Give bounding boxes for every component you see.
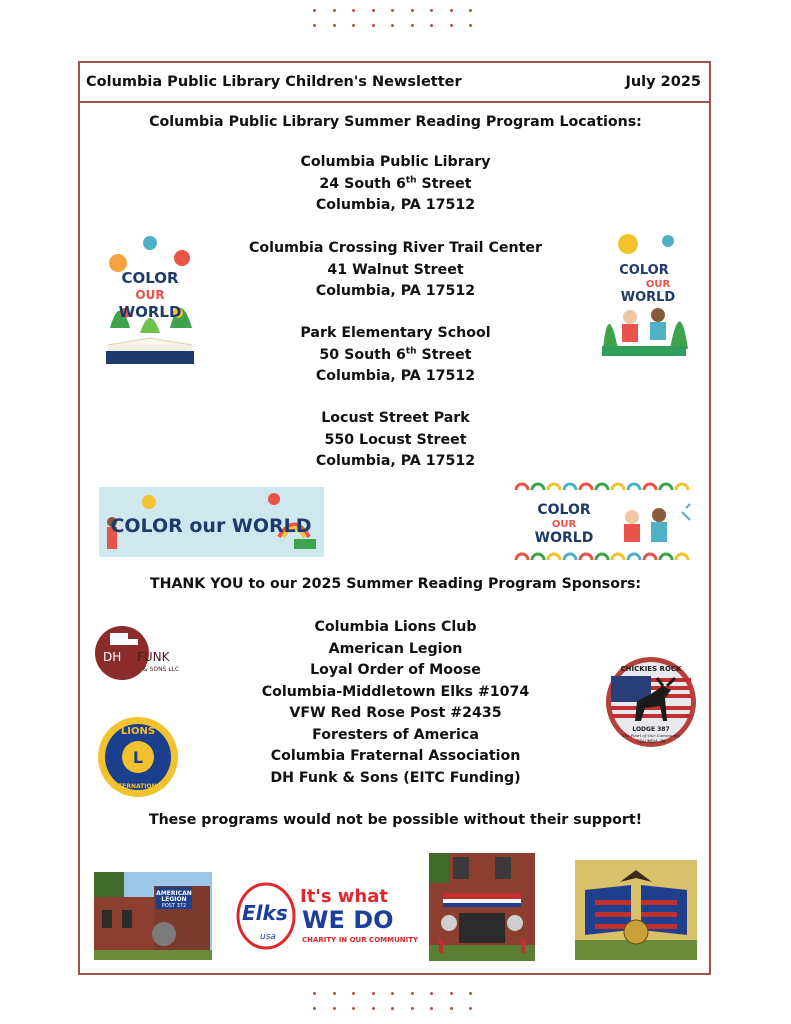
location-name: Columbia Crossing River Trail Center (248, 240, 543, 256)
svg-text:LIONS: LIONS (120, 726, 156, 737)
location-street: 550 Locust Street (324, 431, 467, 448)
top-dot-divider (313, 9, 479, 27)
location-1 (0, 152, 791, 217)
location-name: Locust Street Park (321, 410, 470, 426)
decorative-dot (333, 9, 336, 12)
sponsor-item: Columbia Lions Club (314, 619, 477, 635)
svg-text:POST 372: POST 372 (161, 903, 187, 909)
newsletter-date: July 2025 (625, 74, 701, 90)
decorative-dot (450, 992, 453, 995)
decorative-dot (450, 1007, 453, 1010)
decorative-dot (313, 9, 316, 12)
decorative-dot (333, 992, 336, 995)
svg-text:WORLD: WORLD (620, 290, 676, 305)
decorative-dot (313, 1007, 316, 1010)
decorative-dot (469, 9, 472, 12)
svg-text:OUR: OUR (135, 288, 165, 302)
decorative-dot (352, 9, 355, 12)
vfw-post-photo (429, 853, 535, 961)
sponsor-item: Foresters of America (312, 726, 479, 743)
sponsor-item: DH Funk & Sons (EITC Funding) (270, 769, 521, 786)
decorative-dot (372, 1007, 375, 1010)
header-divider (80, 101, 709, 103)
decorative-dot (391, 992, 394, 995)
decorative-dot (352, 24, 355, 27)
color-our-world-book-illustration (100, 233, 200, 368)
location-city: Columbia, PA 17512 (315, 453, 476, 469)
american-legion-photo (94, 872, 212, 960)
decorative-dot (391, 9, 394, 12)
decorative-dot (430, 9, 433, 12)
svg-text:AMERICAN: AMERICAN (156, 890, 192, 897)
sponsor-item: Columbia-Middletown Elks #1074 (261, 683, 530, 700)
color-our-world-banner-right (514, 482, 698, 562)
sponsors-heading: THANK YOU to our 2025 Summer Reading Program Sponsors: (149, 576, 642, 592)
decorative-dot (450, 9, 453, 12)
decorative-dot (372, 24, 375, 27)
svg-text:Elks: Elks (242, 901, 288, 925)
location-4 (0, 408, 791, 473)
decorative-dot (352, 992, 355, 995)
color-our-world-kids-illustration (598, 229, 690, 359)
svg-text:COLOR: COLOR (121, 269, 179, 287)
location-name: Columbia Public Library (300, 154, 491, 170)
svg-text:usa: usa (260, 932, 276, 942)
svg-text:CHARITY IN OUR COMMUNITY: CHARITY IN OUR COMMUNITY (302, 936, 419, 944)
decorative-dot (372, 992, 375, 995)
svg-text:COLOR our WORLD: COLOR our WORLD (110, 515, 312, 537)
svg-text:It's what: It's what (300, 886, 388, 907)
sponsor-item: American Legion (328, 640, 463, 657)
moose-lodge-logo (605, 656, 697, 748)
location-city: Columbia, PA 17512 (315, 197, 476, 213)
dh-funk-logo (95, 625, 193, 681)
location-street: 50 South 6th Street (319, 345, 472, 363)
decorative-dot (352, 1007, 355, 1010)
decorative-dot (411, 9, 414, 12)
sponsor-item: Loyal Order of Moose (310, 662, 481, 678)
svg-text:LODGE 387: LODGE 387 (632, 726, 670, 733)
svg-text:The Pearl of Our Community: The Pearl of Our Community (621, 733, 681, 738)
svg-text:WE DO: WE DO (302, 906, 394, 934)
decorative-dot (450, 24, 453, 27)
decorative-dot (313, 992, 316, 995)
decorative-dot (430, 992, 433, 995)
bottom-dot-divider (313, 992, 479, 1010)
decorative-dot (333, 1007, 336, 1010)
decorative-dot (372, 9, 375, 12)
location-city: Columbia, PA 17512 (315, 368, 476, 384)
decorative-dot (333, 24, 336, 27)
decorative-dot (469, 24, 472, 27)
decorative-dot (313, 24, 316, 27)
svg-text:OUR: OUR (645, 279, 671, 290)
location-city: Columbia, PA 17512 (315, 283, 476, 299)
sponsors-closing: These programs would not be possible without their support! (148, 812, 643, 828)
color-our-world-banner-left (99, 487, 324, 557)
decorative-dot (430, 1007, 433, 1010)
decorative-dot (469, 992, 472, 995)
location-name: Park Elementary School (300, 325, 491, 341)
decorative-dot (430, 24, 433, 27)
location-street: 41 Walnut Street (327, 261, 464, 278)
svg-text:COLOR: COLOR (537, 502, 591, 518)
elks-logo (236, 876, 419, 951)
svg-text:WORLD: WORLD (534, 530, 594, 546)
svg-text:CHICKIES ROCK: CHICKIES ROCK (620, 665, 682, 673)
svg-text:WORLD: WORLD (118, 303, 182, 321)
decorative-dot (391, 24, 394, 27)
svg-text:DH: DH (103, 650, 122, 664)
newsletter-title: Columbia Public Library Children's Newsletter (86, 74, 462, 90)
svg-text:INTERNATIONAL: INTERNATIONAL (110, 783, 166, 790)
decorative-dot (469, 1007, 472, 1010)
svg-text:& SONS LLC: & SONS LLC (143, 666, 180, 673)
decorative-dot (391, 1007, 394, 1010)
svg-text:OUR: OUR (551, 519, 577, 530)
sponsor-item: VFW Red Rose Post #2435 (289, 705, 502, 721)
svg-text:COLOR: COLOR (619, 263, 669, 278)
foresters-emblem-image (575, 860, 697, 960)
location-street: 24 South 6th Street (319, 174, 472, 192)
decorative-dot (411, 1007, 414, 1010)
locations-heading: Columbia Public Library Summer Reading Program Locations: (149, 114, 642, 130)
svg-text:COLUMBIA, PA: COLUMBIA, PA (636, 739, 666, 744)
decorative-dot (411, 992, 414, 995)
lions-club-logo (97, 716, 179, 798)
svg-text:LEGION: LEGION (161, 896, 187, 903)
sponsor-item: Columbia Fraternal Association (270, 748, 521, 764)
svg-text:FUNK: FUNK (137, 650, 170, 664)
decorative-dot (411, 24, 414, 27)
svg-text:L: L (132, 748, 144, 767)
